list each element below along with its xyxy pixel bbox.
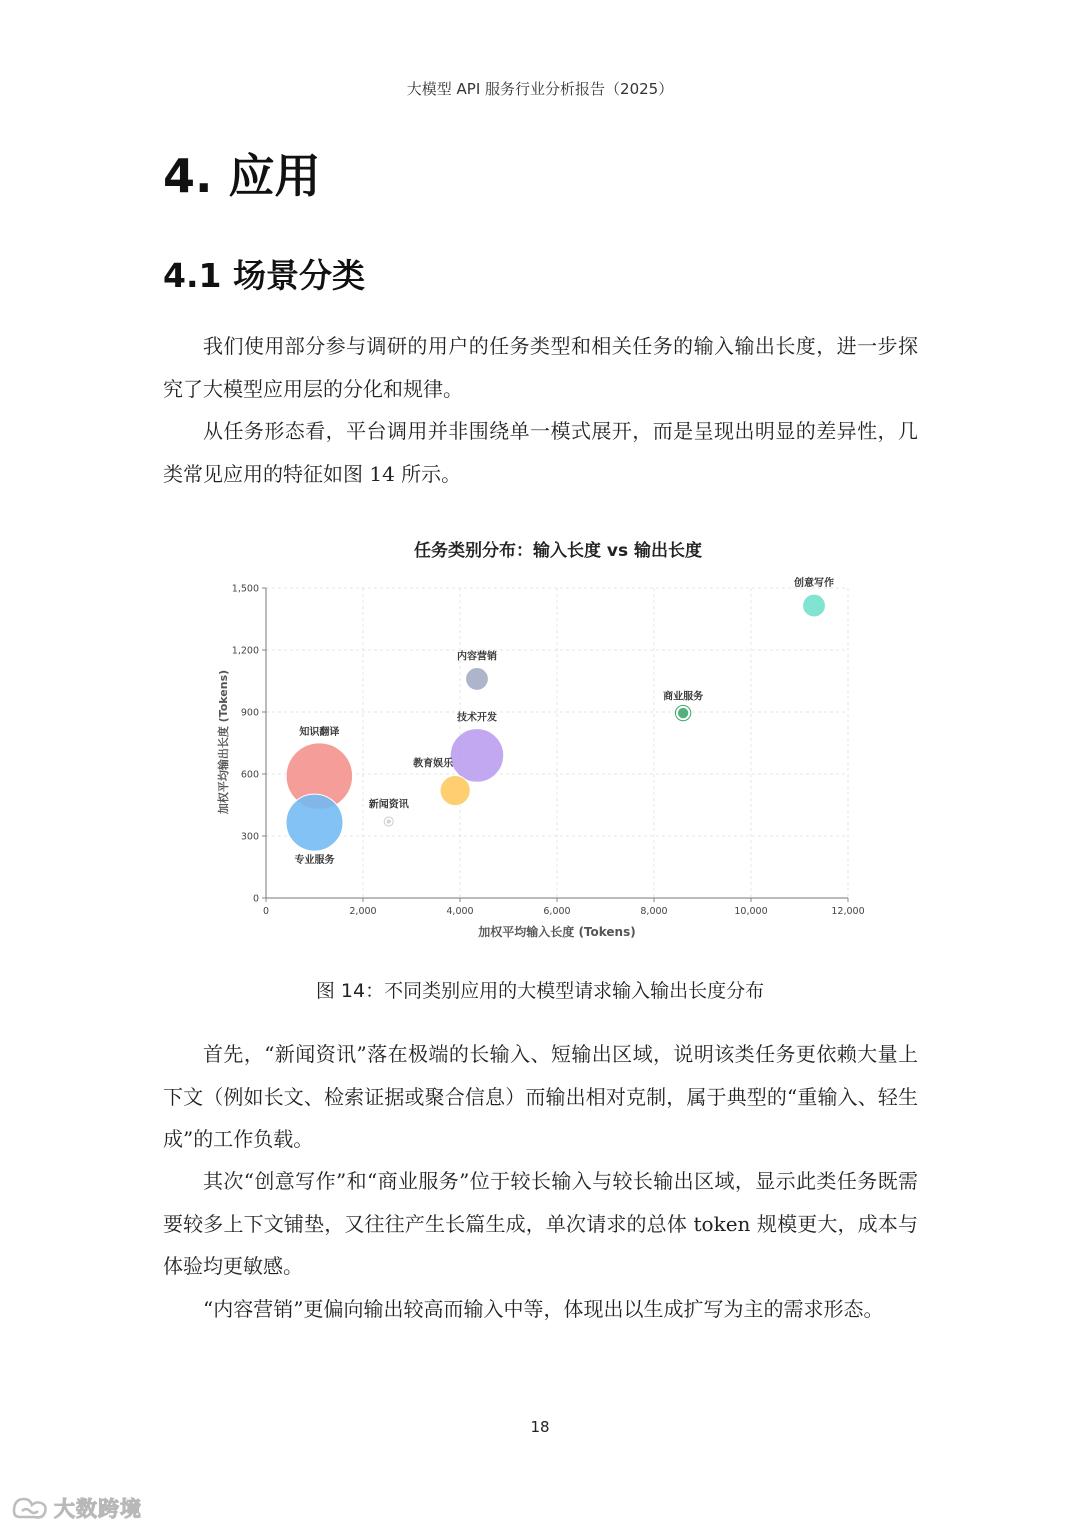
x-tick-label: 0 xyxy=(262,906,270,917)
y-axis-label: 加权平均输出长度 (Tokens) xyxy=(217,669,230,815)
y-tick-label: 900 xyxy=(240,707,259,719)
y-tick-label: 300 xyxy=(240,831,259,843)
data-label: 商业服务 xyxy=(663,691,704,703)
x-tick-label: 12,000 xyxy=(831,906,865,917)
y-tick-label: 1,200 xyxy=(231,645,259,657)
chart-points xyxy=(286,576,834,866)
paragraph-3: 首先，“新闻资讯”落在极端的长输入、短输出区域，说明该类任务更依赖大量上下文（例如长文、检索证据或聚合信息）而输出相对克制，属于典型的“重输入、轻生成”的工作负载。 xyxy=(163,1042,918,1151)
paragraph-1: 我们使用部分参与调研的用户的任务类型和相关任务的输入输出长度，进一步探究了大模型应用层的分化和规律。 xyxy=(163,334,918,401)
section-title: 4. 应用 xyxy=(163,149,321,203)
figure-caption: 图 14：不同类别应用的大模型请求输入输出长度分布 xyxy=(315,980,765,1002)
paragraph-5: “内容营销”更偏向输出较高而输入中等，体现出以生成扩写为主的需求形态。 xyxy=(203,1297,884,1321)
x-tick-label: 10,000 xyxy=(734,906,768,917)
data-point xyxy=(803,594,826,617)
data-label: 创意写作 xyxy=(794,578,835,590)
data-point xyxy=(286,794,343,851)
data-label: 教育娱乐 xyxy=(413,758,454,770)
x-tick-label: 4,000 xyxy=(446,906,474,917)
running-header: 大模型 API 服务行业分析报告（2025） xyxy=(406,80,674,98)
data-point xyxy=(386,819,391,824)
x-axis-label: 加权平均输入长度 (Tokens) xyxy=(478,925,636,939)
x-tick-label: 6,000 xyxy=(543,906,571,917)
data-label: 专业服务 xyxy=(294,855,335,867)
chart-svg xyxy=(200,530,880,950)
data-point xyxy=(466,668,489,691)
scatter-chart xyxy=(200,530,880,950)
x-tick-label: 2,000 xyxy=(349,906,377,917)
data-label: 技术开发 xyxy=(456,712,497,724)
chart-title: 任务类别分布：输入长度 vs 输出长度 xyxy=(413,541,703,561)
data-label: 知识翻译 xyxy=(299,726,340,738)
subsection-title: 4.1 场景分类 xyxy=(163,256,365,295)
y-tick-label: 0 xyxy=(252,893,259,905)
watermark-text: 大数跨境 xyxy=(54,1497,142,1521)
data-point xyxy=(440,775,470,805)
page-number: 18 xyxy=(530,1418,550,1436)
data-label: 新闻资讯 xyxy=(368,799,409,811)
data-point xyxy=(450,729,503,782)
x-tick-label: 8,000 xyxy=(640,906,668,917)
data-point xyxy=(677,707,688,718)
watermark-logo-icon xyxy=(10,1493,50,1523)
chart-grid xyxy=(266,588,848,898)
y-tick-label: 1,500 xyxy=(231,583,259,595)
paragraph-2: 从任务形态看，平台调用并非围绕单一模式展开，而是呈现出明显的差异性，几类常见应用的特征如图 14 所示。 xyxy=(163,419,918,486)
watermark xyxy=(10,1490,142,1526)
y-tick-label: 600 xyxy=(240,769,259,781)
paragraph-4: 其次“创意写作”和“商业服务”位于较长输入与较长输出区域，显示此类任务既需要较多上下文铺垫，又往往产生长篇生成，单次请求的总体 token 规模更大，成本与体验均更敏感。 xyxy=(163,1169,918,1278)
data-label: 内容营销 xyxy=(456,651,497,663)
